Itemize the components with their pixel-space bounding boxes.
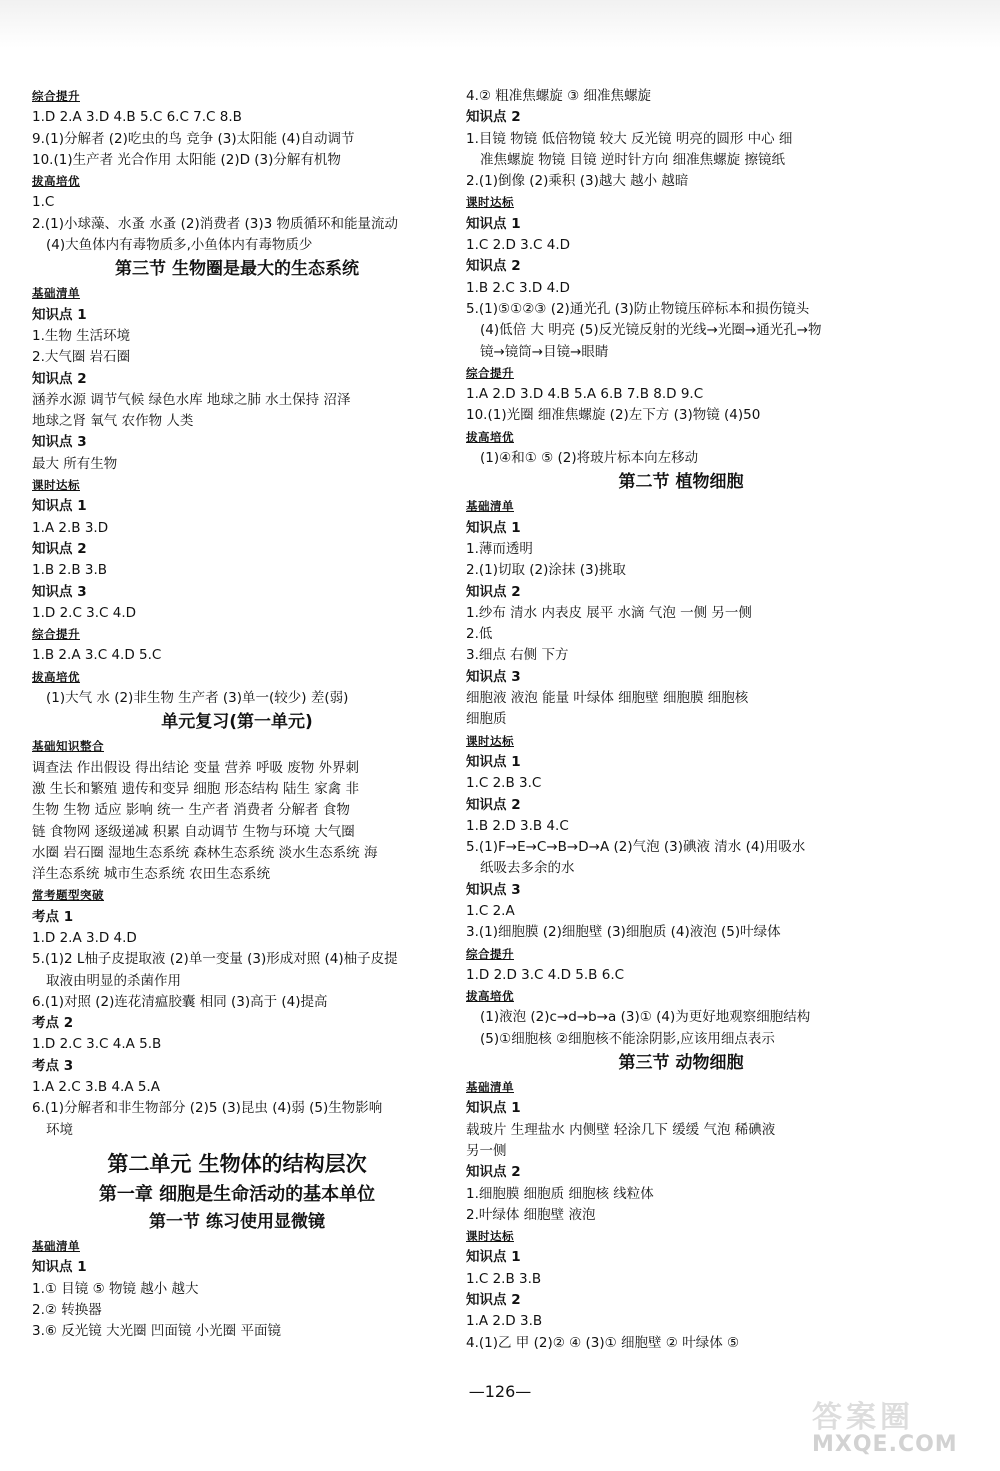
section-label: 基础清单 (466, 1080, 514, 1095)
knowledge-point-label: 考点 2 (32, 1015, 74, 1032)
answer-line: 涵养水源 调节气候 绿色水库 地球之肺 水土保持 沼泽 (32, 391, 351, 408)
section-title: 第二节 植物细胞 (618, 472, 744, 493)
knowledge-point-label: 知识点 2 (466, 796, 521, 813)
answer-line: 1.A 2.D 3.B (466, 1313, 543, 1330)
knowledge-point-label: 知识点 3 (466, 881, 521, 898)
answer-line: 1.薄而透明 (466, 540, 533, 557)
answer-line-continued: 环境 (46, 1121, 73, 1138)
answer-line: 1.B 2.A 3.C 4.D 5.C (32, 647, 162, 664)
answer-line: 2.(1)小球藻、水蚤 水蚤 (2)消费者 (3)3 物质循环和能量流动 (32, 215, 399, 232)
answer-line: 10.(1)光圈 细准焦螺旋 (2)左下方 (3)物镜 (4)50 (466, 407, 761, 424)
watermark-url: MXQE.COM (812, 1432, 958, 1457)
knowledge-point-label: 知识点 3 (32, 583, 87, 600)
page-top-scan-strip (0, 0, 1000, 48)
answer-line: 生物 生物 适应 影响 统一 生产者 消费者 分解者 食物 (32, 802, 350, 819)
answer-line: 另一侧 (466, 1142, 507, 1159)
answer-line: 水圈 岩石圈 湿地生态系统 森林生态系统 淡水生态系统 海 (32, 844, 378, 861)
knowledge-point-label: 知识点 2 (466, 1164, 521, 1181)
answer-line: 1.D 2.A 3.D 4.B 5.C 6.C 7.C 8.B (32, 109, 242, 126)
knowledge-point-label: 知识点 1 (466, 753, 521, 770)
knowledge-point-label: 知识点 2 (32, 540, 87, 557)
answer-line: 载玻片 生理盐水 内侧壁 轻涂几下 缓缓 气泡 稀碘液 (466, 1121, 776, 1138)
left-column (32, 86, 442, 1342)
section-title: 单元复习(第一单元) (161, 712, 313, 733)
section-label: 综合提升 (466, 946, 514, 961)
answer-line: 2.叶绿体 细胞壁 液泡 (466, 1206, 596, 1223)
section-label: 综合提升 (466, 365, 514, 380)
answer-line: 1.C 2.D 3.C 4.D (466, 237, 571, 254)
knowledge-point-label: 知识点 1 (466, 215, 521, 232)
answer-line: 1.B 2.D 3.B 4.C (466, 817, 569, 834)
answer-line: 2.② 转换器 (32, 1301, 102, 1318)
knowledge-point-label: 知识点 2 (32, 370, 87, 387)
answer-line: 1.B 2.B 3.B (32, 562, 108, 579)
section-label: 基础清单 (32, 1238, 80, 1253)
knowledge-point-label: 知识点 1 (466, 1100, 521, 1117)
answer-line: 3.(1)细胞膜 (2)细胞壁 (3)细胞质 (4)液泡 (5)叶绿体 (466, 924, 781, 941)
section-label: 基础知识整合 (32, 739, 104, 754)
answer-line: 1.D 2.A 3.D 4.D (32, 929, 137, 946)
answer-line: 2.低 (466, 626, 493, 643)
knowledge-point-label: 知识点 2 (466, 1292, 521, 1309)
answer-line-continued: (5)①细胞核 ②细胞核不能涂阴影,应该用细点表示 (480, 1030, 775, 1047)
answer-line: 细胞质 (466, 711, 507, 728)
answer-line: 6.(1)对照 (2)连花清瘟胶囊 相同 (3)高于 (4)提高 (32, 993, 328, 1010)
section-label: 课时达标 (466, 195, 514, 210)
answer-line: 5.(1)F→E→C→B→D→A (2)气泡 (3)碘液 清水 (4)用吸水 (466, 839, 806, 856)
answer-line-continued: (1)④和① ⑤ (2)将玻片标本向左移动 (480, 450, 699, 467)
watermark-logo: 答案圈 (812, 1400, 914, 1435)
answer-line: 4.(1)乙 甲 (2)② ④ (3)① 细胞壁 ② 叶绿体 ⑤ (466, 1334, 740, 1351)
knowledge-point-label: 知识点 2 (466, 583, 521, 600)
answer-line: 4.② 粗准焦螺旋 ③ 细准焦螺旋 (466, 88, 651, 104)
answer-line-continued: (1)液泡 (2)c→d→b→a (3)① (4)为更好地观察细胞结构 (480, 1009, 811, 1026)
answer-line: 2.大气圈 岩石圈 (32, 349, 131, 366)
answer-line: 10.(1)生产者 光合作用 太阳能 (2)D (3)分解有机物 (32, 151, 341, 168)
answer-line: 1.C (32, 194, 55, 211)
answer-line: 1.目镜 物镜 低倍物镜 较大 反光镜 明亮的圆形 中心 细 (466, 130, 793, 147)
unit-title: 第二单元 生物体的结构层次 (107, 1151, 367, 1176)
answer-line-continued: 镜→镜筒→目镜→眼睛 (480, 343, 609, 360)
answer-line: 3.细点 右侧 下方 (466, 647, 569, 664)
answer-line: 细胞液 液泡 能量 叶绿体 细胞壁 细胞膜 细胞核 (466, 690, 749, 707)
section-label: 基础清单 (32, 286, 80, 301)
answer-line: 最大 所有生物 (32, 455, 118, 472)
knowledge-point-label: 知识点 2 (466, 109, 521, 126)
answer-line: 5.(1)2 L柚子皮提取液 (2)单一变量 (3)形成对照 (4)柚子皮提 (32, 951, 398, 968)
answer-line-continued: (4)低倍 大 明亮 (5)反光镜反射的光线→光圈→通光孔→物 (480, 322, 822, 339)
answer-line: 1.① 目镜 ⑤ 物镜 越小 越大 (32, 1280, 199, 1297)
section-label: 课时达标 (32, 478, 80, 493)
page-number: —126— (468, 1382, 532, 1401)
answer-line: 1.B 2.C 3.D 4.D (466, 279, 570, 296)
answer-line: 1.A 2.D 3.D 4.B 5.A 6.B 7.B 8.D 9.C (466, 386, 704, 403)
knowledge-point-label: 知识点 1 (32, 498, 87, 515)
knowledge-point-label: 知识点 3 (32, 434, 87, 451)
knowledge-point-label: 知识点 1 (32, 306, 87, 323)
knowledge-point-label: 知识点 2 (466, 258, 521, 275)
section-label: 拔高培优 (466, 429, 514, 444)
answer-line-continued: (1)大气 水 (2)非生物 生产者 (3)单一(较少) 差(弱) (46, 690, 349, 707)
answer-line-continued: 取液由明显的杀菌作用 (46, 972, 181, 989)
answer-line: 1.C 2.B 3.C (466, 775, 542, 792)
right-column (466, 86, 896, 1354)
answer-line: 调查法 作出假设 得出结论 变量 营养 呼吸 废物 外界刺 (32, 759, 360, 776)
section-title: 第三节 动物细胞 (618, 1053, 744, 1074)
answer-line: 1.D 2.C 3.C 4.A 5.B (32, 1036, 162, 1053)
answer-line-continued: 准焦螺旋 物镜 目镜 逆时针方向 细准焦螺旋 擦镜纸 (480, 151, 785, 168)
section-label: 综合提升 (32, 89, 80, 103)
answer-line: 激 生长和繁殖 遗传和变异 细胞 形态结构 陆生 家禽 非 (32, 780, 360, 797)
answer-line: 1.生物 生活环境 (32, 327, 131, 344)
answer-line: 1.纱布 清水 内表皮 展平 水滴 气泡 一侧 另一侧 (466, 604, 752, 621)
answer-line: 1.A 2.C 3.B 4.A 5.A (32, 1079, 160, 1096)
answer-line-continued: (4)大鱼体内有毒物质多,小鱼体内有毒物质少 (46, 237, 313, 254)
chapter-title: 第一章 细胞是生命活动的基本单位 (98, 1183, 376, 1205)
answer-line: 1.C 2.B 3.B (466, 1270, 542, 1287)
answer-line: 1.细胞膜 细胞质 细胞核 线粒体 (466, 1185, 654, 1202)
section-label: 常考题型突破 (32, 888, 104, 903)
answer-line: 链 食物网 逐级递减 积累 自动调节 生物与环境 大气圈 (32, 823, 355, 840)
answer-line: 3.⑥ 反光镜 大光圈 凹面镜 小光圈 平面镜 (32, 1323, 281, 1340)
section-title: 第三节 生物圈是最大的生态系统 (115, 259, 359, 280)
answer-line: 2.(1)倒像 (2)乘积 (3)越大 越小 越暗 (466, 173, 689, 190)
knowledge-point-label: 知识点 1 (466, 519, 521, 536)
section-title: 第一节 练习使用显微镜 (149, 1211, 325, 1232)
section-label: 基础清单 (466, 499, 514, 514)
answer-line-continued: 纸吸去多余的水 (480, 860, 575, 877)
answer-line: 9.(1)分解者 (2)吃虫的鸟 竞争 (3)太阳能 (4)自动调节 (32, 130, 355, 147)
section-label: 综合提升 (32, 627, 80, 642)
knowledge-point-label: 考点 3 (32, 1057, 74, 1074)
knowledge-point-label: 知识点 3 (466, 668, 521, 685)
knowledge-point-label: 知识点 1 (32, 1259, 87, 1276)
section-label: 拔高培优 (466, 989, 514, 1004)
answer-line: 6.(1)分解者和非生物部分 (2)5 (3)昆虫 (4)弱 (5)生物影响 (32, 1100, 383, 1117)
section-label: 课时达标 (466, 1229, 514, 1244)
answer-line: 地球之肾 氧气 农作物 人类 (32, 413, 194, 430)
section-label: 拔高培优 (32, 669, 80, 684)
knowledge-point-label: 知识点 1 (466, 1249, 521, 1266)
answer-line: 1.C 2.A (466, 902, 515, 919)
section-label: 课时达标 (466, 733, 514, 748)
answer-line: 1.D 2.D 3.C 4.D 5.B 6.C (466, 966, 625, 983)
answer-line: 洋生态系统 城市生态系统 农田生态系统 (32, 866, 271, 883)
section-label: 拔高培优 (32, 174, 80, 189)
answer-line: 1.D 2.C 3.C 4.D (32, 604, 137, 621)
answer-line: 2.(1)切取 (2)涂抹 (3)挑取 (466, 562, 626, 579)
answer-line: 1.A 2.B 3.D (32, 519, 109, 536)
answer-line: 5.(1)⑤①②③ (2)通光孔 (3)防止物镜压碎标本和损伤镜头 (466, 300, 810, 317)
knowledge-point-label: 考点 1 (32, 908, 74, 925)
